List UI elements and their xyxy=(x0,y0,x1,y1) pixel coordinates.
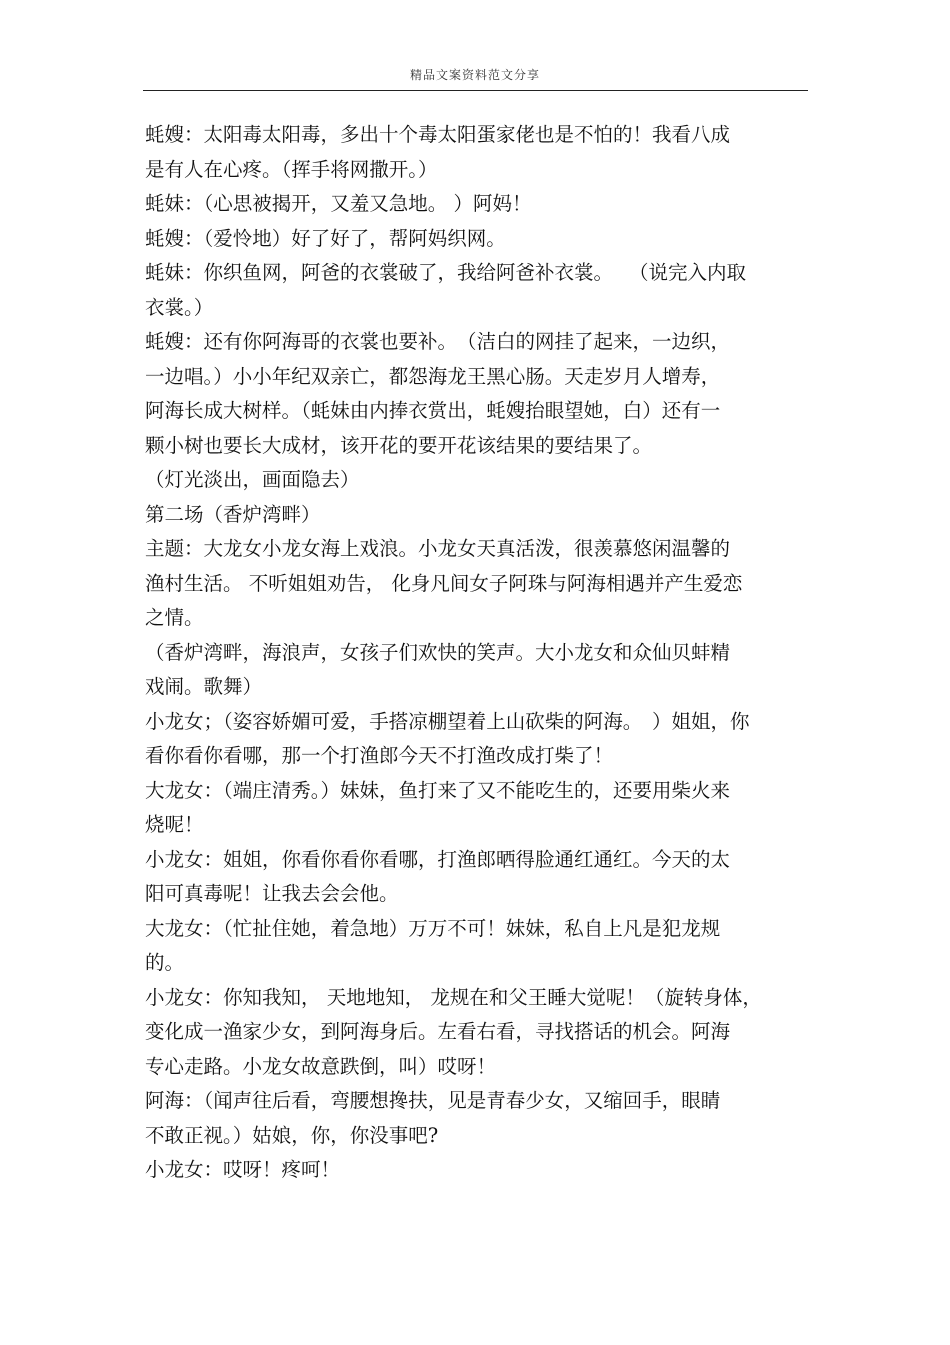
text-line: 渔村生活。 不听姐姐劝告， 化身凡间女子阿珠与阿海相遇并产生爱恋 xyxy=(145,571,743,595)
text-line: 颗小树也要长大成材，该开花的要开花该结果的要结果了。 xyxy=(145,433,653,457)
header-divider xyxy=(143,90,808,91)
text-line: 小龙女：姐姐，你看你看你看哪，打渔郎晒得脸通红通红。今天的太 xyxy=(145,847,731,871)
text-line: 变化成一渔家少女，到阿海身后。左看右看，寻找搭话的机会。阿海 xyxy=(145,1020,731,1043)
text-line: 蚝嫂：还有你阿海哥的衣裳也要补。 （洁白的网挂了起来，一边织， xyxy=(145,330,731,353)
text-line: 是有人在心疼。（挥手将网撒开。） xyxy=(145,157,438,181)
text-line: 主题：大龙女小龙女海上戏浪。小龙女天真活泼，很羡慕悠闲温馨的 xyxy=(145,537,731,560)
text-line: 的。 xyxy=(145,951,185,974)
text-line: （灯光淡出，画面隐去） xyxy=(145,468,360,491)
text-line: 蚝妹：你织鱼网，阿爸的衣裳破了，我给阿爸补衣裳。 （说完入内取 xyxy=(145,261,746,284)
text-line: 看你看你看哪，那一个打渔郎今天不打渔改成打柴了！ xyxy=(145,744,614,767)
text-line: 阿海：（闻声往后看，弯腰想搀扶，见是青春少女，又缩回手，眼睛 xyxy=(145,1089,721,1112)
text-line: 衣裳。） xyxy=(145,295,214,319)
text-line: 小龙女：你知我知， 天地地知， 龙规在和父王睡大觉呢！（旋转身体， xyxy=(145,985,762,1009)
page-header: 精品文案资料范文分享 xyxy=(409,68,540,82)
text-line: 蚝嫂：太阳毒太阳毒，多出十个毒太阳蛋家佬也是不怕的！我看八成 xyxy=(145,123,731,146)
text-line: 蚝妹：（心思被揭开，又羞又急地。 ）阿妈！ xyxy=(145,192,532,215)
script-body xyxy=(145,118,815,1188)
text-line: 之情。 xyxy=(145,606,204,629)
text-line: 不敢正视。）姑娘，你，你没事吧? xyxy=(145,1123,439,1147)
text-line: 阳可真毒呢！让我去会会他。 xyxy=(145,882,399,905)
text-line: 大龙女：（忙扯住她，着急地）万万不可！妹妹，私自上凡是犯龙规 xyxy=(145,916,721,940)
scene-heading: 第二场（香炉湾畔） xyxy=(145,502,321,526)
text-line: 蚝嫂：（爱怜地）好了好了，帮阿妈织网。 xyxy=(145,226,506,250)
text-line: 大龙女：（端庄清秀。）妹妹，鱼打来了又不能吃生的，还要用柴火来 xyxy=(145,778,731,802)
text-line: 烧呢！ xyxy=(145,813,204,836)
text-line: （香炉湾畔，海浪声，女孩子们欢快的笑声。大小龙女和众仙贝蚌精 xyxy=(145,640,731,664)
text-line: 专心走路。小龙女故意跌倒，叫）哎呀！ xyxy=(145,1054,497,1078)
text-line: 阿海长成大树样。（蚝妹由内捧衣赏出，蚝嫂抬眼望她，白）还有一 xyxy=(145,399,721,422)
text-line: 戏闹。歌舞） xyxy=(145,675,263,698)
text-line: 一边唱。）小小年纪双亲亡，都怨海龙王黑心肠。天走岁月人增寿， xyxy=(145,364,721,388)
text-line: 小龙女；（姿容娇媚可爱，手搭凉棚望着上山砍柴的阿海。 ）姐姐，你 xyxy=(145,709,750,733)
text-line: 小龙女：哎呀！疼呵！ xyxy=(145,1158,341,1181)
